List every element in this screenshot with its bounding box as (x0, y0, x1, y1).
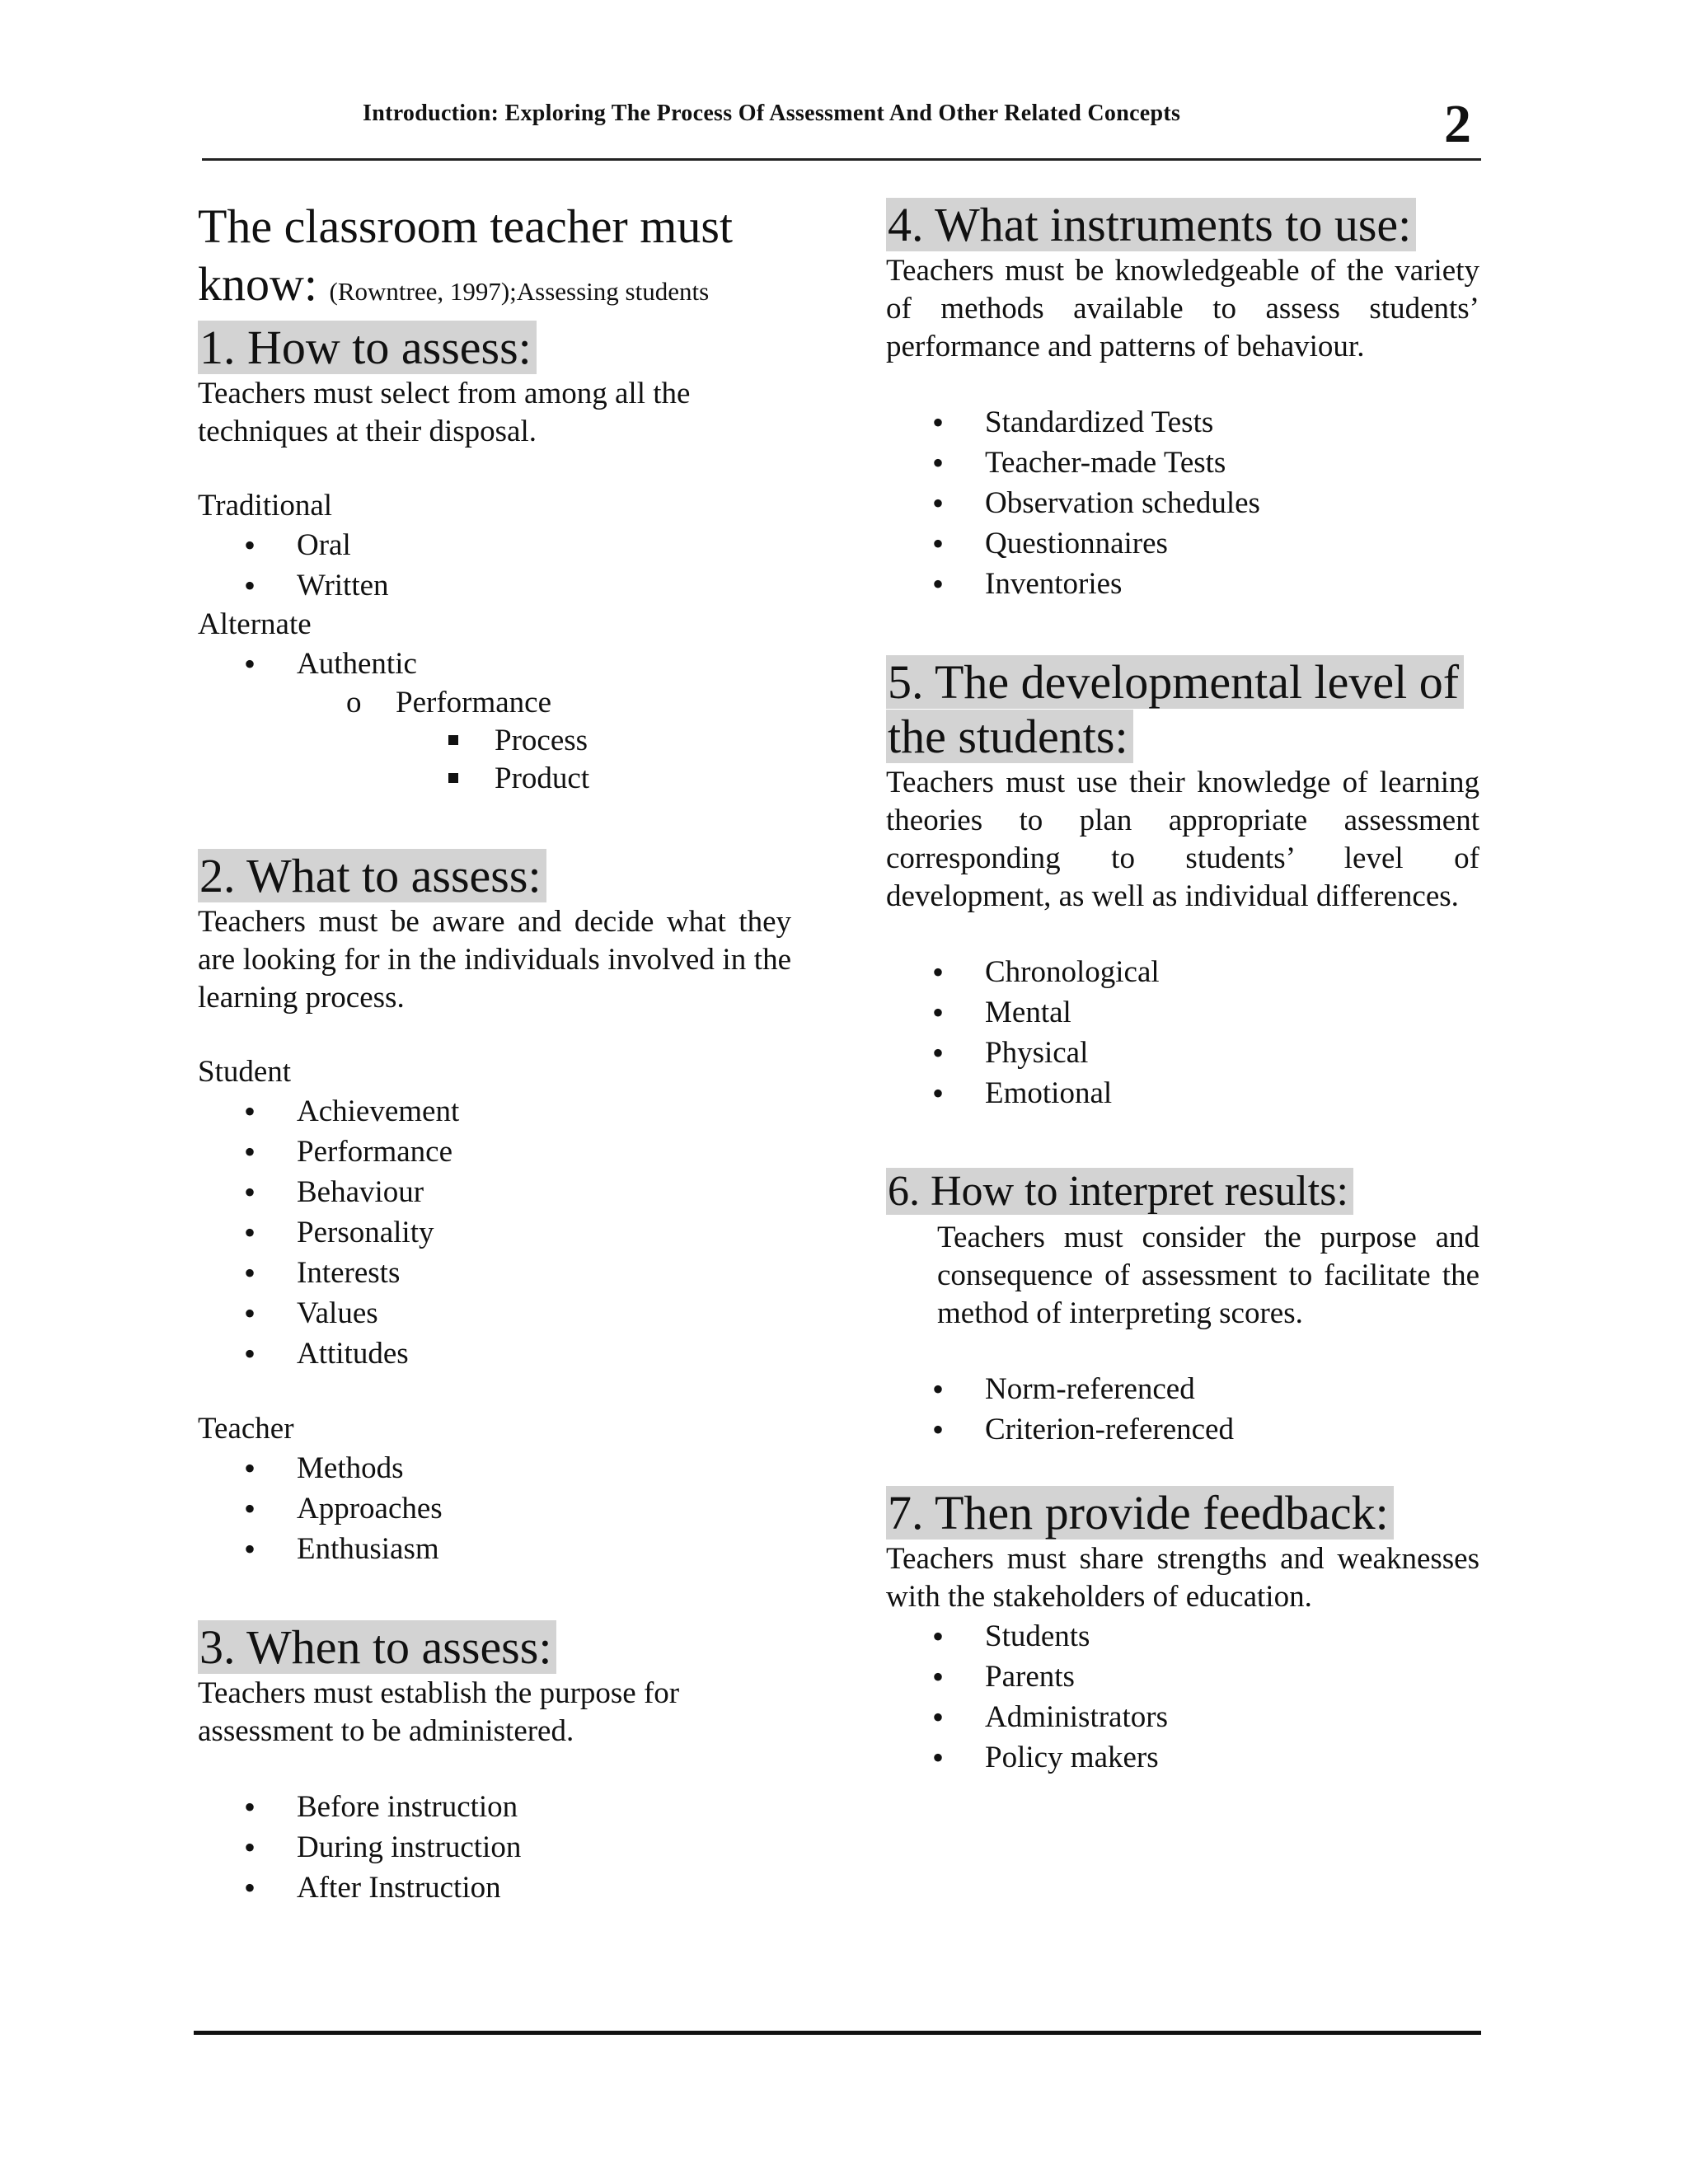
list-item: • Chronological (985, 952, 1479, 992)
list-item: • Parents (985, 1657, 1479, 1697)
list-item: • Administrators (985, 1697, 1479, 1737)
section-5-heading (886, 655, 1479, 764)
alternate-list (198, 644, 791, 684)
list-item: • Questionnaires (985, 523, 1479, 564)
list-item: • Achievement (297, 1091, 791, 1132)
list-item: • Personality (297, 1212, 791, 1253)
list-item: • Attitudes (297, 1333, 791, 1374)
section-6-list (886, 1369, 1479, 1450)
header-divider (202, 158, 1481, 161)
right-column (886, 198, 1479, 1778)
section-7-heading (886, 1486, 1479, 1540)
section-4-list (886, 402, 1479, 604)
section-1-heading (198, 321, 791, 375)
section-6-text: Teachers must consider the purpose and consequence of assessment to facilitate the method of interpreting scores. (937, 1221, 1479, 1330)
section-1-text: Teachers must select from among all the techniques at their disposal. (198, 377, 691, 448)
section-4-text: Teachers must be knowledgeable of the variety of methods available to assess students’ performance and patterns of behaviour. (886, 254, 1479, 363)
section-3-list (198, 1787, 791, 1908)
alternate-sub-list (198, 684, 791, 722)
alternate-label: Alternate (198, 607, 312, 641)
list-item: • Criterion-referenced (985, 1409, 1479, 1450)
section-7-text: Teachers must share strengths and weaknesses with the stakeholders of education. (886, 1542, 1479, 1614)
list-item: • Observation schedules (985, 483, 1479, 523)
list-item: • After Instruction (297, 1868, 791, 1908)
teacher-label: Teacher (198, 1412, 294, 1446)
section-7-heading-text: 7. Then provide feedback: (886, 1486, 1394, 1540)
page-number: 2 (1444, 94, 1471, 154)
section-1-heading-text: 1. How to assess: (198, 321, 537, 374)
section-3-heading-text: 3. When to assess: (198, 1620, 556, 1674)
list-item: • Written (297, 565, 791, 606)
section-2-text: Teachers must be aware and decide what they are looking for in the individuals involved in the learning process. (198, 905, 791, 1015)
traditional-label: Traditional (198, 489, 333, 523)
intro-line-2: know: (198, 257, 317, 311)
list-item: • Norm-referenced (985, 1369, 1479, 1409)
list-item: • Physical (985, 1033, 1479, 1073)
list-item: • Authentic (297, 644, 791, 684)
list-item: • Oral (297, 525, 791, 565)
list-item: • Standardized Tests (985, 402, 1479, 443)
alternate-sub-sub-list (198, 722, 791, 798)
list-item: o Performance (396, 684, 791, 722)
list-item: Process (495, 722, 791, 760)
section-5-list (886, 952, 1479, 1113)
list-item: • Values (297, 1293, 791, 1333)
intro-line-1: The classroom teacher must (198, 199, 734, 253)
section-5-text: Teachers must use their knowledge of learning theories to plan appropriate assessment corresponding to students’ level of development, as well as individual differences. (886, 766, 1479, 913)
section-7-list (886, 1616, 1479, 1778)
list-item: • Mental (985, 992, 1479, 1033)
list-item: • During instruction (297, 1827, 791, 1868)
list-item: • Interests (297, 1253, 791, 1293)
list-item: • Methods (297, 1448, 791, 1488)
list-item: • Approaches (297, 1488, 791, 1529)
student-label: Student (198, 1055, 292, 1089)
section-4-heading-text: 4. What instruments to use: (886, 198, 1416, 251)
section-6-heading (886, 1165, 1479, 1219)
list-item: Product (495, 760, 791, 798)
running-header: Introduction: Exploring The Process Of Assessment And Other Related Concepts (363, 101, 1181, 126)
section-5-heading-line-2: the students: (886, 710, 1133, 763)
list-item: • Emotional (985, 1073, 1479, 1113)
intro-heading (198, 198, 791, 321)
footer-divider (194, 2031, 1481, 2035)
student-list (198, 1091, 791, 1374)
traditional-list (198, 525, 791, 606)
section-3-heading (198, 1620, 791, 1675)
list-item: • Behaviour (297, 1172, 791, 1212)
list-item: • Teacher-made Tests (985, 443, 1479, 483)
section-5-heading-line-1: 5. The developmental level of (886, 655, 1464, 709)
list-item: • Policy makers (985, 1737, 1479, 1778)
list-item: • Before instruction (297, 1787, 791, 1827)
list-item: • Students (985, 1616, 1479, 1657)
section-2-heading-text: 2. What to assess: (198, 849, 546, 902)
list-item: • Enthusiasm (297, 1529, 791, 1569)
section-3-text: Teachers must establish the purpose for assessment to be administered. (198, 1676, 680, 1748)
section-4-heading (886, 198, 1479, 252)
section-6-heading-text: 6. How to interpret results: (886, 1168, 1353, 1215)
list-item: • Inventories (985, 564, 1479, 604)
left-column (198, 198, 791, 1908)
intro-citation: (Rowntree, 1997);Assessing students (329, 277, 710, 306)
list-item: • Performance (297, 1132, 791, 1172)
section-2-heading (198, 849, 791, 903)
teacher-list (198, 1448, 791, 1569)
